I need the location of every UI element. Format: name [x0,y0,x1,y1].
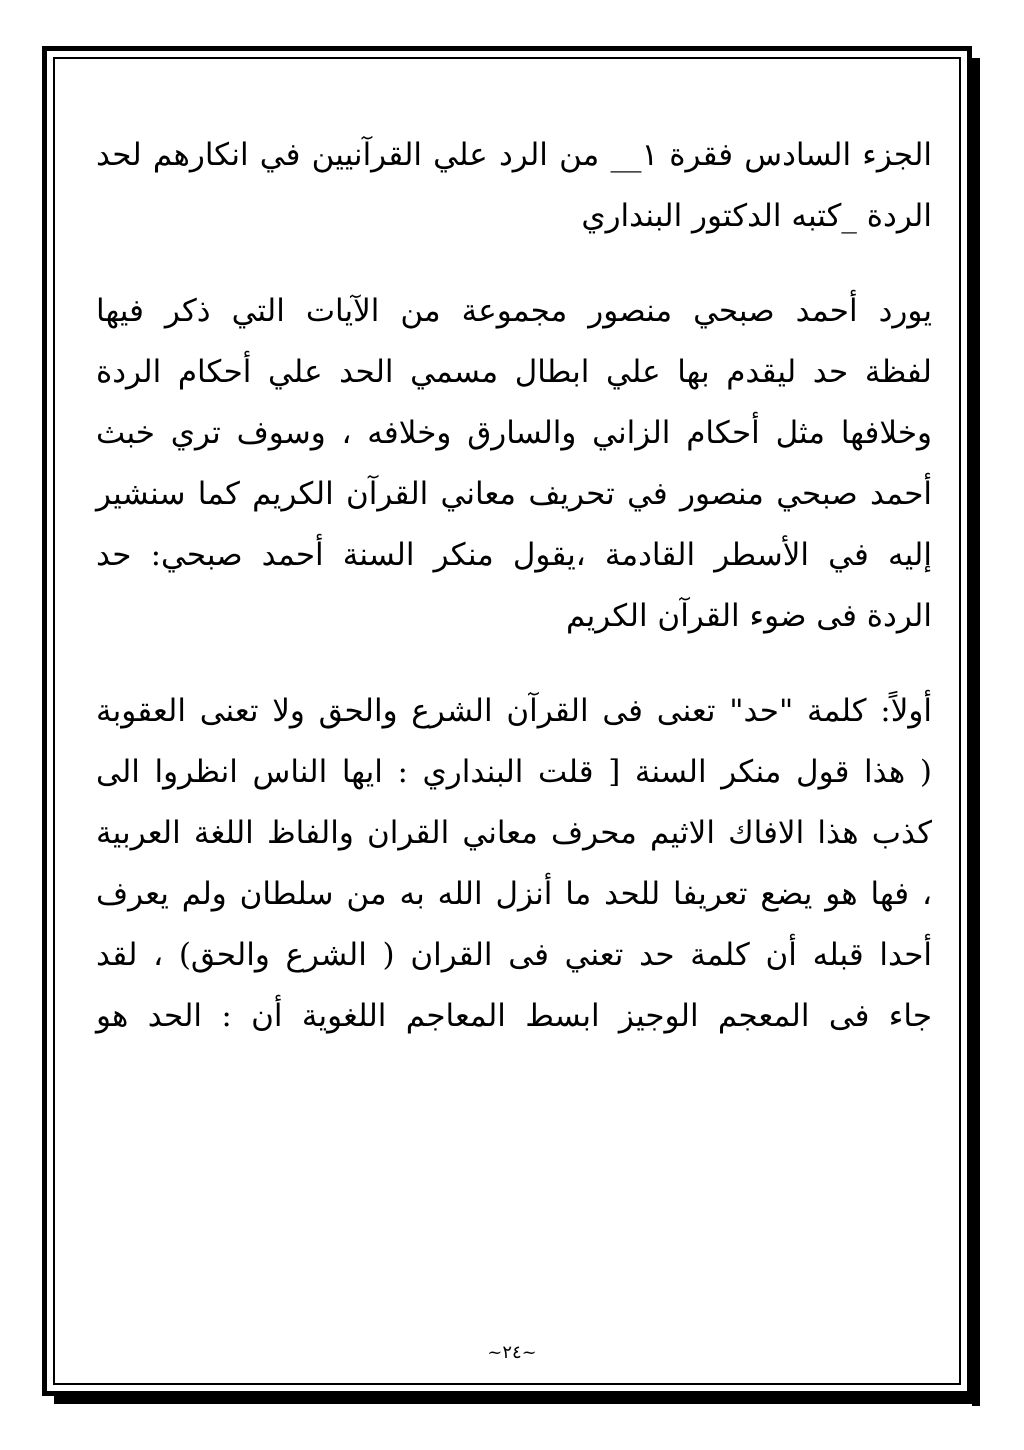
heading-line: الجزء السادس فقرة ١__ من الرد علي القرآنيين في انكارهم لحد [96,137,933,173]
text-line: يورد أحمد صبحي منصور مجموعة من الآيات التي ذكر فيها [96,293,932,329]
paragraph-2 [96,681,932,1047]
text-line: الردة فى ضوء القرآن الكريم [566,598,932,634]
text-line: أولاً: كلمة "حد" تعنى فى القرآن الشرع والحق ولا تعنى العقوبة [96,693,932,729]
text-line: لفظة حد ليقدم بها علي ابطال مسمي الحد علي أحكام الردة [96,354,932,390]
text-line: ، فها هو يضع تعريفا للحد ما أنزل الله به من سلطان ولم يعرف [96,876,932,912]
page-number: ~٢٤~ [487,1342,537,1363]
text-line: ( هذا قول منكر السنة [ قلت البنداري : ايها الناس انظروا الى [96,754,932,790]
text-line: وخلافها مثل أحكام الزاني والسارق وخلافه ، وسوف تري خبث [96,415,932,451]
text-line: أحمد صبحي منصور في تحريف معاني القرآن الكريم كما سنشير [96,476,932,512]
page-body [96,125,932,1047]
text-line: كذب هذا الافاك الاثيم محرف معاني القران والفاظ اللغة العربية [96,815,932,851]
border-shadow-bottom [54,1396,980,1404]
heading-line: الردة _كتبه الدكتور البنداري [581,198,932,234]
text-line: إليه في الأسطر القادمة ،يقول منكر السنة أحمد صبحي: حد [96,537,932,573]
border-shadow-right [972,58,980,1406]
text-line: جاء فى المعجم الوجيز ابسط المعاجم اللغوية أن : الحد هو [96,998,932,1034]
paragraph-1 [96,281,932,647]
heading [96,125,932,247]
text-line: أحدا قبله أن كلمة حد تعني فى القران ( الشرع والحق) ، لقد [96,937,932,973]
